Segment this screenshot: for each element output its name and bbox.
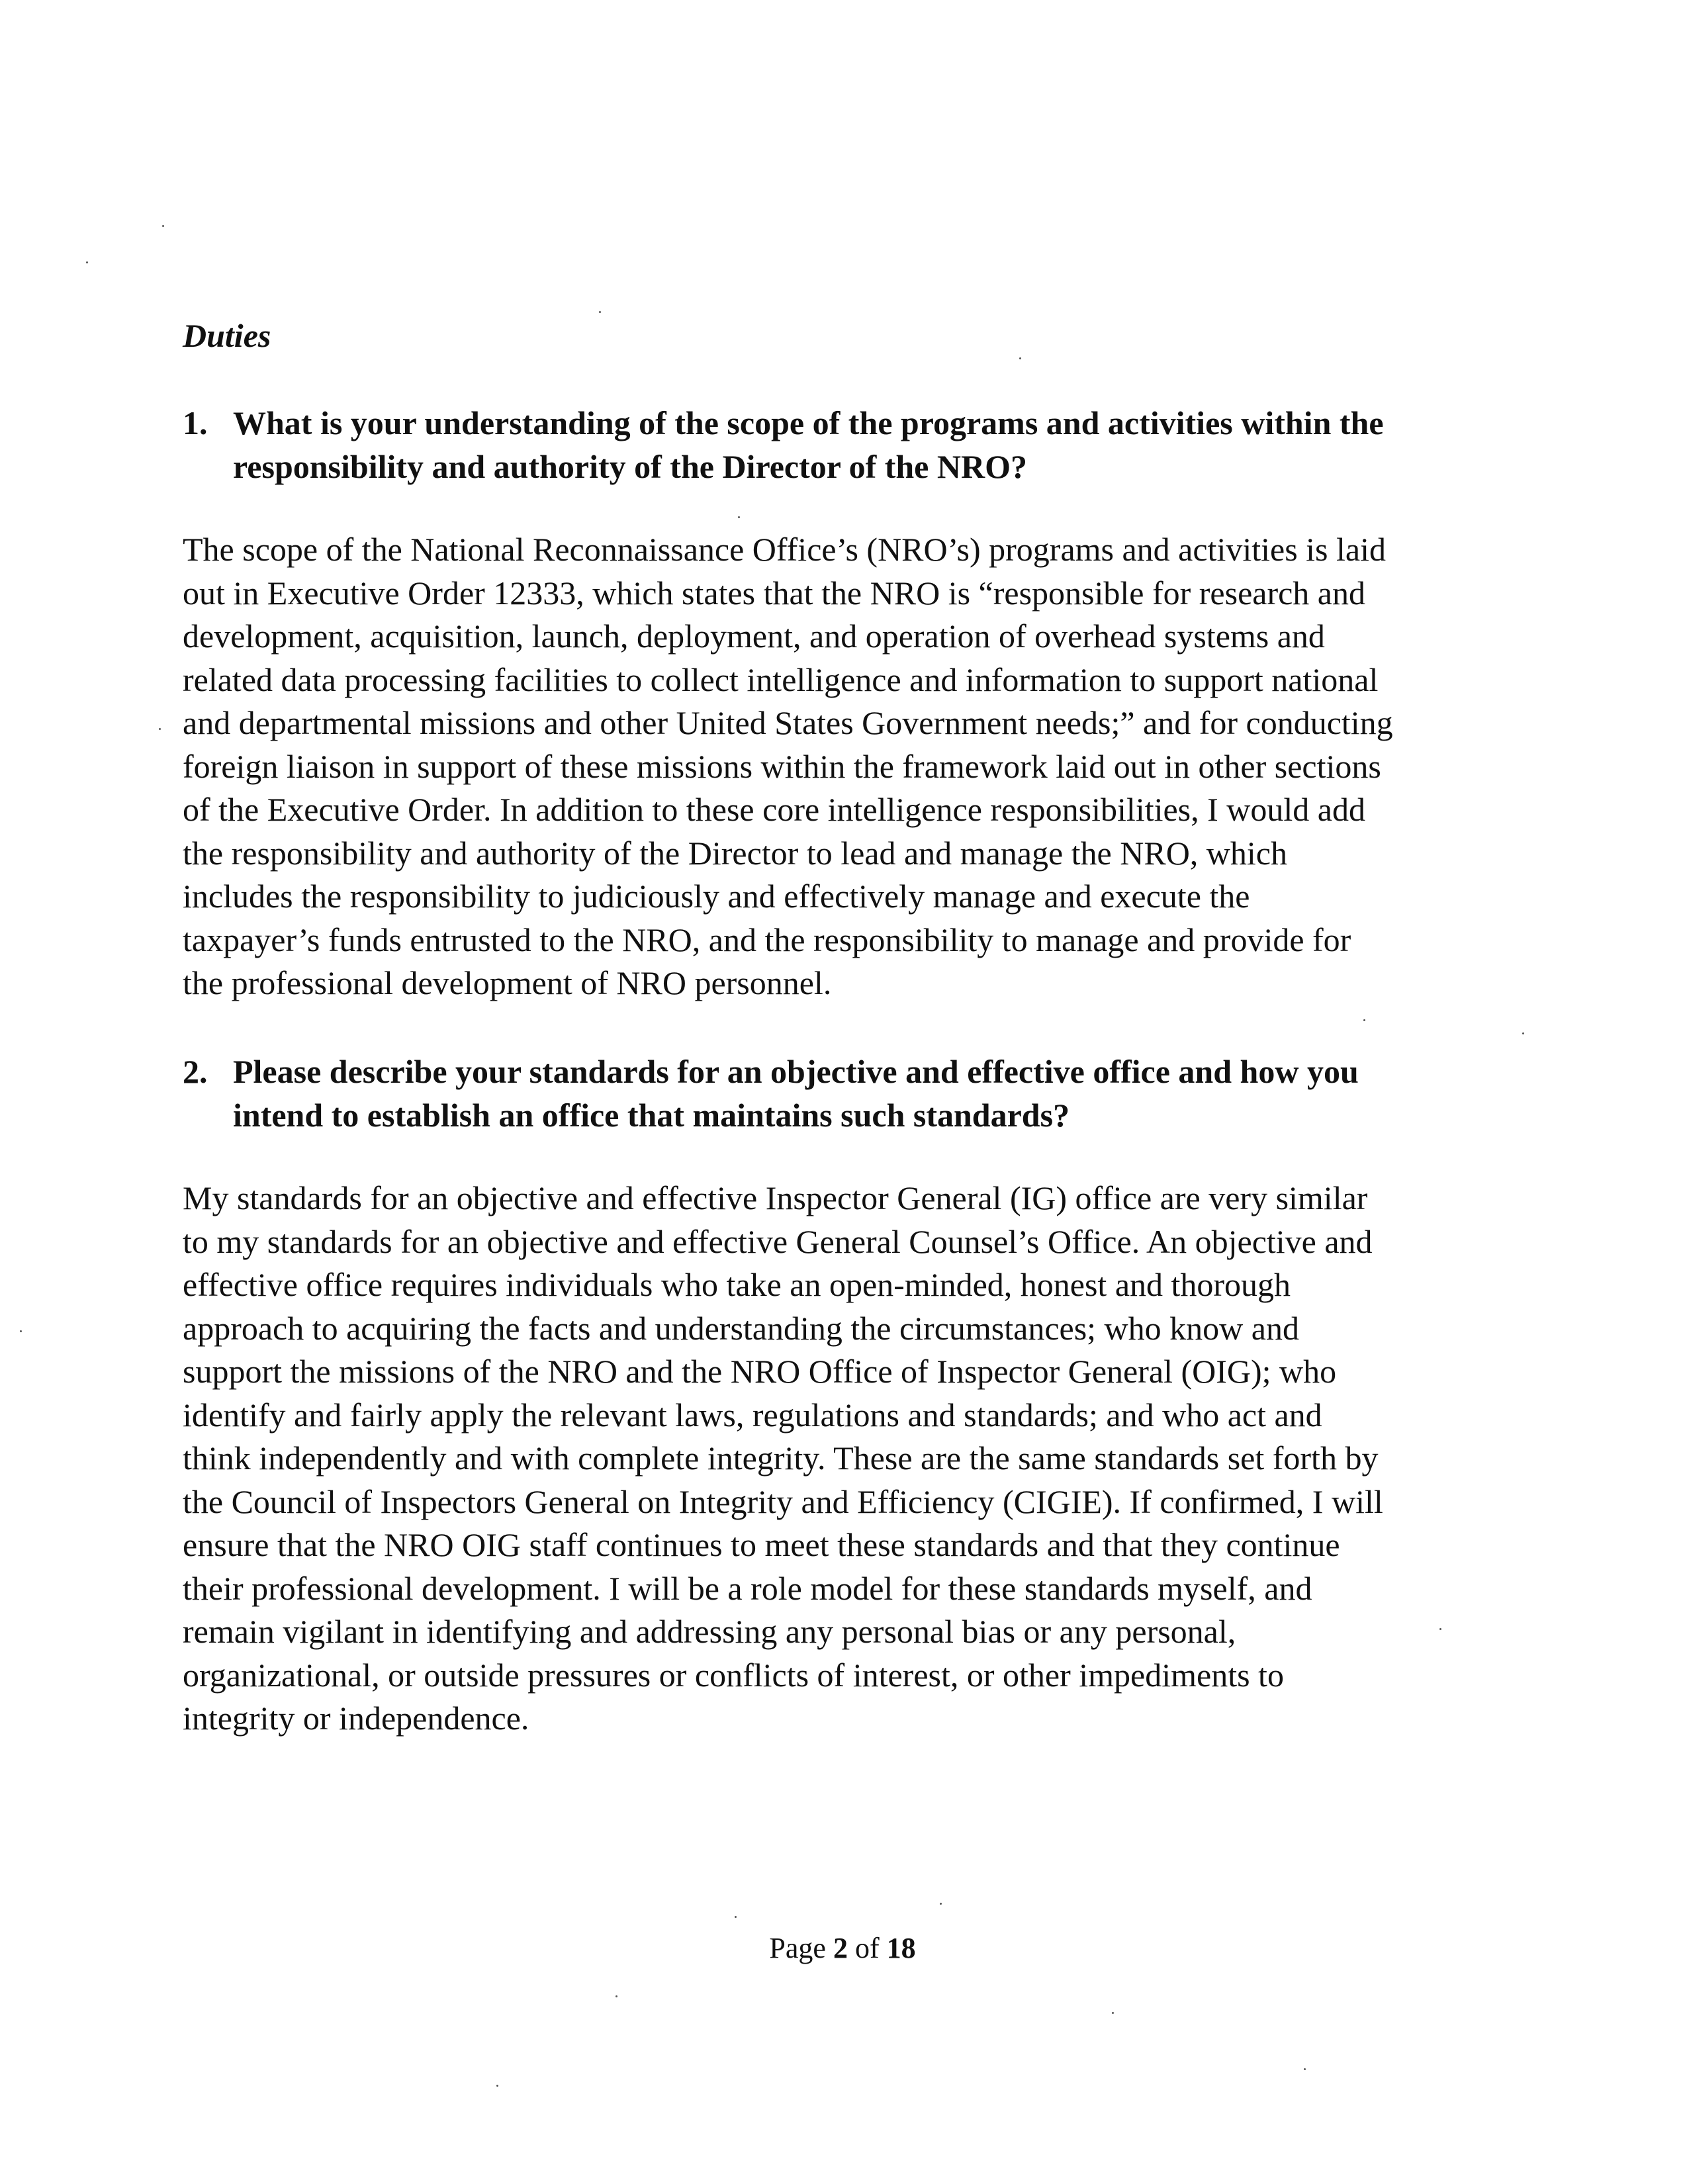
scan-speck: [738, 516, 740, 518]
answer-2: [183, 1177, 1559, 1741]
answer-line: think independently and with complete integrity. These are the same standards set forth by: [183, 1439, 1379, 1477]
question-number: 1.: [183, 404, 208, 441]
footer-prefix: Page: [769, 1932, 833, 1964]
answer-line: of the Executive Order. In addition to these core intelligence responsibilities, I would add: [183, 791, 1365, 828]
answer-line: foreign liaison in support of these missions within the framework laid out in other sections: [183, 747, 1381, 785]
answer-line: integrity or independence.: [183, 1700, 529, 1737]
scan-speck: [940, 1903, 942, 1905]
answer-line: the professional development of NRO personnel.: [183, 964, 832, 1001]
answer-line: taxpayer’s funds entrusted to the NRO, and the responsibility to manage and provide for: [183, 921, 1351, 958]
scan-speck: [1522, 1032, 1524, 1034]
answer-line: identify and fairly apply the relevant laws, regulations and standards; and who act and: [183, 1396, 1322, 1433]
scan-speck: [159, 728, 161, 730]
scan-speck: [1363, 1019, 1365, 1021]
scan-speck: [599, 311, 601, 313]
scan-speck: [86, 261, 88, 263]
total-pages: 18: [886, 1932, 916, 1964]
answer-1: [183, 528, 1559, 1005]
scan-speck: [1304, 2068, 1306, 2070]
footer-separator: of: [847, 1932, 887, 1964]
scan-speck: [735, 1916, 737, 1918]
answer-line: includes the responsibility to judiciously and effectively manage and execute the: [183, 878, 1250, 915]
question-text: [233, 1050, 1590, 1137]
page-number-footer: [0, 1931, 1685, 1965]
answer-line: development, acquisition, launch, deployment, and operation of overhead systems and: [183, 617, 1325, 655]
question-line: responsibility and authority of the Director of the NRO?: [233, 448, 1027, 485]
section-title: Duties: [183, 317, 271, 354]
scan-speck: [1112, 2012, 1114, 2014]
answer-line: to my standards for an objective and effective General Counsel’s Office. An objective and: [183, 1222, 1373, 1260]
scan-speck: [615, 1995, 617, 1997]
answer-line: out in Executive Order 12333, which states that the NRO is “responsible for research and: [183, 574, 1365, 612]
question-number: 2.: [183, 1053, 208, 1090]
answer-line: organizational, or outside pressures or conflicts of interest, or other impediments to: [183, 1656, 1284, 1694]
scan-speck: [1019, 357, 1021, 359]
answer-line: their professional development. I will be a role model for these standards myself, and: [183, 1569, 1312, 1607]
scan-speck: [1439, 1628, 1441, 1630]
answer-line: support the missions of the NRO and the NRO Office of Inspector General (OIG); who: [183, 1353, 1337, 1390]
answer-line: effective office requires individuals who take an open-minded, honest and thorough: [183, 1266, 1291, 1303]
answer-line: My standards for an objective and effective Inspector General (IG) office are very similar: [183, 1179, 1368, 1216]
answer-line: related data processing facilities to collect intelligence and information to support national: [183, 660, 1379, 698]
answer-line: the Council of Inspectors General on Integrity and Efficiency (CIGIE). If confirmed, I will: [183, 1482, 1383, 1520]
question-line: Please describe your standards for an objective and effective office and how you: [233, 1053, 1359, 1090]
answer-line: the responsibility and authority of the Director to lead and manage the NRO, which: [183, 834, 1287, 872]
answer-line: approach to acquiring the facts and understanding the circumstances; who know and: [183, 1309, 1299, 1347]
scan-speck: [496, 2085, 498, 2087]
question-line: intend to establish an office that maintains such standards?: [233, 1097, 1070, 1134]
answer-line: remain vigilant in identifying and addressing any personal bias or any personal,: [183, 1613, 1236, 1650]
answer-line: The scope of the National Reconnaissance Office’s (NRO’s) programs and activities is laid: [183, 531, 1386, 568]
question-line: What is your understanding of the scope of the programs and activities within the: [233, 404, 1384, 441]
current-page: 2: [833, 1932, 848, 1964]
answer-line: ensure that the NRO OIG staff continues to meet these standards and that they continue: [183, 1526, 1340, 1563]
scan-speck: [162, 225, 164, 227]
answer-line: and departmental missions and other United States Government needs;” and for conducting: [183, 704, 1393, 741]
question-text: [233, 401, 1590, 488]
scan-speck: [20, 1330, 22, 1332]
